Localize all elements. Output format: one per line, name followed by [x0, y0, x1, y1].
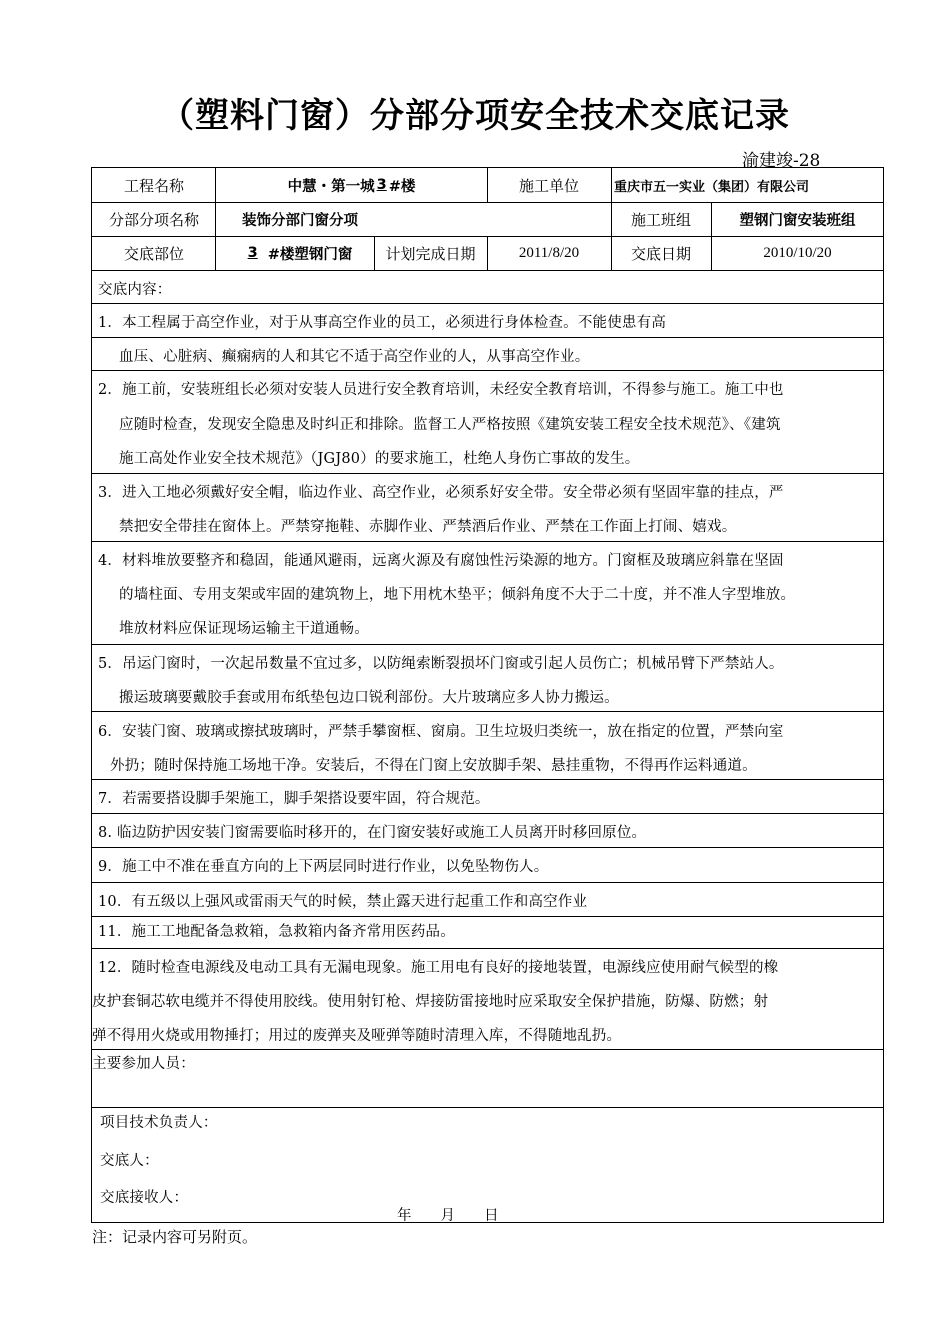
- contractor-value: 重庆市五一实业（集团）有限公司: [614, 179, 810, 195]
- content-line: 血压、心脏病、癫痫病的人和其它不适于高空作业的人，从事高空作业。: [119, 349, 590, 365]
- content-line: 禁把安全带挂在窗体上。严禁穿拖鞋、赤脚作业、严禁酒后作业、严禁在工作面上打闹、嬉戏。: [119, 519, 737, 535]
- content-line: 12．随时检查电源线及电动工具有无漏电现象。施工用电有良好的接地装置，电源线应使用耐气候型的橡: [98, 960, 779, 976]
- project-name-label: 工程名称: [123, 176, 184, 195]
- project-name-suffix: #楼: [388, 178, 416, 195]
- location-value: [216, 236, 374, 270]
- project-name-num: 3: [376, 177, 387, 193]
- content-line: 搬运玻璃要戴胶手套或用布纸垫包边口锐利部份。大片玻璃应多人协力搬运。: [119, 690, 619, 706]
- content-line: 10．有五级以上强风或雷雨天气的时候，禁止露天进行起重工作和高空作业: [98, 894, 588, 910]
- brief-date-label: 交底日期: [630, 244, 691, 263]
- record-table: [91, 167, 884, 1223]
- content-line: 6．安装门窗、玻璃或擦拭玻璃时，严禁手攀窗框、窗扇。卫生垃圾归类统一，放在指定的位置，严禁向室: [98, 724, 784, 740]
- content-line: 7．若需要搭设脚手架施工，脚手架搭设要牢固，符合规范。: [98, 791, 490, 807]
- project-name-value: [216, 168, 487, 202]
- date-line: 年 月 日: [397, 1208, 499, 1224]
- content-line: 外扔；随时保持施工场地干净。安装后，不得在门窗上安放脚手架、悬挂重物，不得再作运料通道。: [110, 758, 757, 774]
- subproject-value: 装饰分部门窗分项: [242, 212, 358, 229]
- briefer-label: 交底人：: [100, 1153, 159, 1169]
- tech-lead-label: 项目技术负责人：: [100, 1115, 218, 1131]
- content-line: 3．进入工地必须戴好安全帽，临边作业、高空作业，必须系好安全带。安全带必须有坚固牢靠的挂点，严: [98, 485, 784, 501]
- content-line: 5．吊运门窗时，一次起吊数量不宜过多，以防绳索断裂损坏门窗或引起人员伤亡；机械吊臂下严禁站人。: [98, 656, 784, 672]
- content-line: 9．施工中不准在垂直方向的上下两层同时进行作业，以免坠物伤人。: [98, 859, 549, 875]
- content-line: 的墙柱面、专用支架或牢固的建筑物上，地下用枕木垫平；倾斜角度不大于二十度，并不准人字型堆放。: [119, 587, 796, 603]
- content-line: 堆放材料应保证现场运输主干道通畅。: [119, 621, 369, 637]
- team-value: 塑钢门窗安装班组: [739, 212, 856, 229]
- location-num: 3: [247, 245, 258, 261]
- content-line: 2．施工前，安装班组长必须对安装人员进行安全教育培训，未经安全教育培训，不得参与施工。施工中也: [98, 382, 784, 398]
- content-line: 施工高处作业安全技术规范》（JGJ80）的要求施工，杜绝人身伤亡事故的发生。: [119, 451, 640, 467]
- location-label: 交底部位: [123, 244, 184, 263]
- footnote: 注：记录内容可另附页。: [92, 1228, 258, 1246]
- content-line: 11．施工工地配备急救箱，急救箱内备齐常用医药品。: [98, 924, 455, 940]
- team-label: 施工班组: [630, 210, 691, 229]
- content-line: 皮护套铜芯软电缆并不得使用胶线。使用射钉枪、焊接防雷接地时应采取安全保护措施，防爆、防燃；射: [92, 994, 769, 1010]
- page-title: （塑料门窗）分部分项安全技术交底记录: [160, 96, 790, 136]
- content-line: 4．材料堆放要整齐和稳固，能通风避雨，远离火源及有腐蚀性污染源的地方。门窗框及玻璃应斜靠在坚固: [98, 553, 784, 569]
- content-line: 弹不得用火烧或用物捶打；用过的废弹夹及哑弹等随时清理入库，不得随地乱扔。: [92, 1028, 622, 1044]
- plan-date-value: 2011/8/20: [518, 244, 580, 261]
- contractor-label: 施工单位: [518, 176, 579, 195]
- content-label: 交底内容：: [98, 282, 172, 298]
- brief-date-value: 2010/10/20: [763, 244, 832, 261]
- subproject-label: 分部分项名称: [108, 210, 199, 229]
- plan-date-label: 计划完成日期: [385, 244, 476, 263]
- project-name-prefix: 中慧・第一城: [287, 178, 375, 195]
- content-line: 1．本工程属于高空作业，对于从事高空作业的员工，必须进行身体检查。不能使患有高: [98, 315, 667, 331]
- participants-label: 主要参加人员：: [92, 1056, 195, 1072]
- location-suffix: #楼塑钢门窗: [267, 246, 353, 263]
- content-line: 应随时检查，发现安全隐患及时纠正和排除。监督工人严格按照《建筑安装工程安全技术规范》、《建筑: [119, 417, 781, 433]
- receiver-label: 交底接收人：: [100, 1190, 189, 1206]
- content-line: 8. 临边防护因安装门窗需要临时移开的，在门窗安装好或施工人员离开时移回原位。: [98, 825, 647, 841]
- document-number: 渝建竣-28: [742, 151, 821, 171]
